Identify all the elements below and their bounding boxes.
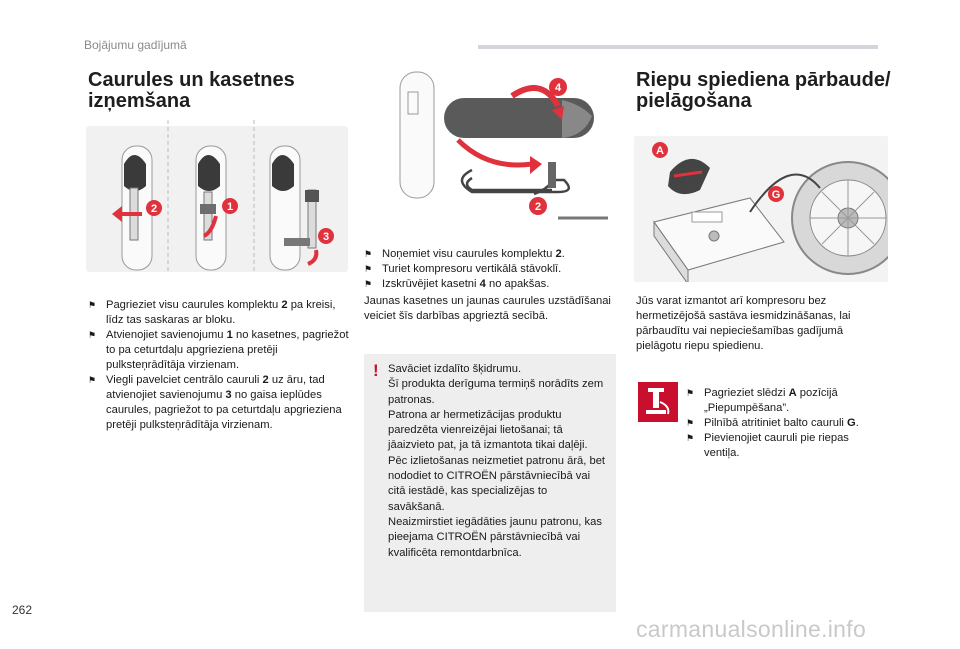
exclamation-icon: !: [373, 361, 379, 380]
heading-tyre-pressure: Riepu spiediena pārbaude/ pielāgošana: [636, 69, 891, 112]
hose-and-cartridge-illustration: [362, 70, 618, 230]
reverse-order-note: Jaunas kasetnes un jaunas caurules uzstādīšanai veiciet šīs darbības apgrieztā secībā.: [364, 295, 611, 322]
page-number: 262: [12, 603, 33, 617]
list-item: ⚑ Noņemiet visu caurules komplektu 2.: [364, 248, 565, 260]
compressor-tyre-illustration: [634, 136, 888, 282]
tire-pump-icon: [638, 382, 678, 422]
list-item: ⚑ Atvienojiet savienojumu 1 no kasetnes, pagriežot to pa ceturtdaļu apgrieziena pretēji pulksteņrādītāja virzienam.: [88, 329, 349, 371]
pressure-check-intro: Jūs varat izmantot arī kompresoru bez hermetizējošā sastāva iesmidzināšanas, lai pārbaudītu vai nepieciešamības gadījumā pielāgotu riepu spiedienu.: [636, 295, 851, 352]
flag-bullet-icon: ⚑: [364, 279, 373, 289]
flag-bullet-icon: ⚑: [88, 375, 97, 385]
warning-text: Savāciet izdalīto šķidrumu. Šī produkta derīguma termiņš norādīts zem patronas. Patrona ar hermetizācijas produktu paredzēta vienreizējai lietošanai; tā jāaizvieto pat, ja tā izmantota tikai daļēji. Pēc izlietošanas neizmetiet patronu ārā, bet nododiet to CITROËN pārstāvniecībā vai citā iestādē, kas specializējas to savākšanā. Neaizmirstiet iegādāties jaunu patronu, kas pieejama CITROËN pārstāvniecībā vai kvalificēta remontdarbnīca.: [388, 363, 606, 559]
flag-bullet-icon: ⚑: [88, 300, 97, 310]
pressure-adjust-steps: [686, 386, 886, 461]
svg-text:2: 2: [534, 201, 542, 213]
list-item: ⚑ Pagrieziet slēdzi A pozīcijā „Piepumpēšana”.: [686, 387, 838, 414]
list-item: ⚑ Pievienojiet cauruli pie riepas ventiļa.: [686, 432, 849, 459]
header-rule: [478, 45, 878, 49]
flag-bullet-icon: ⚑: [686, 433, 695, 443]
list-item: ⚑ Turiet kompresoru vertikālā stāvoklī.: [364, 263, 562, 275]
svg-text:3: 3: [322, 231, 330, 243]
flag-bullet-icon: ⚑: [686, 388, 695, 398]
heading-cartridge-removal: Caurules un kasetnes izņemšana: [88, 69, 295, 112]
svg-text:2: 2: [150, 203, 158, 215]
svg-text:G: G: [771, 189, 781, 201]
list-item: ⚑ Izskrūvējiet kasetni 4 no apakšas.: [364, 278, 550, 290]
flag-bullet-icon: ⚑: [88, 330, 97, 340]
cartridge-removal-steps: [88, 298, 350, 433]
flag-bullet-icon: ⚑: [686, 418, 695, 428]
section-label: Bojājumu gadījumā: [84, 38, 187, 52]
cartridge-replace-steps: [364, 247, 614, 292]
list-item: ⚑ Viegli pavelciet centrālo cauruli 2 uz āru, tad atvienojiet savienojumu 3 no gaisa ieplūdes caurules, pagriežot to pa ceturtdaļu apgrieziena pretēji pulksteņrādītāja virzienam.: [88, 374, 342, 431]
svg-text:A: A: [656, 145, 664, 157]
watermark: carmanualsonline.info: [636, 616, 867, 642]
flag-bullet-icon: ⚑: [364, 264, 373, 274]
svg-text:1: 1: [226, 201, 234, 213]
list-item: ⚑ Pagrieziet visu caurules komplektu 2 pa kreisi, līdz tas saskaras ar bloku.: [88, 299, 336, 326]
flag-bullet-icon: ⚑: [364, 249, 373, 259]
svg-text:4: 4: [554, 82, 562, 94]
cartridge-removal-illustration: [86, 118, 348, 276]
list-item: ⚑ Pilnībā atritiniet balto cauruli G.: [686, 417, 859, 429]
warning-box: [364, 354, 616, 612]
